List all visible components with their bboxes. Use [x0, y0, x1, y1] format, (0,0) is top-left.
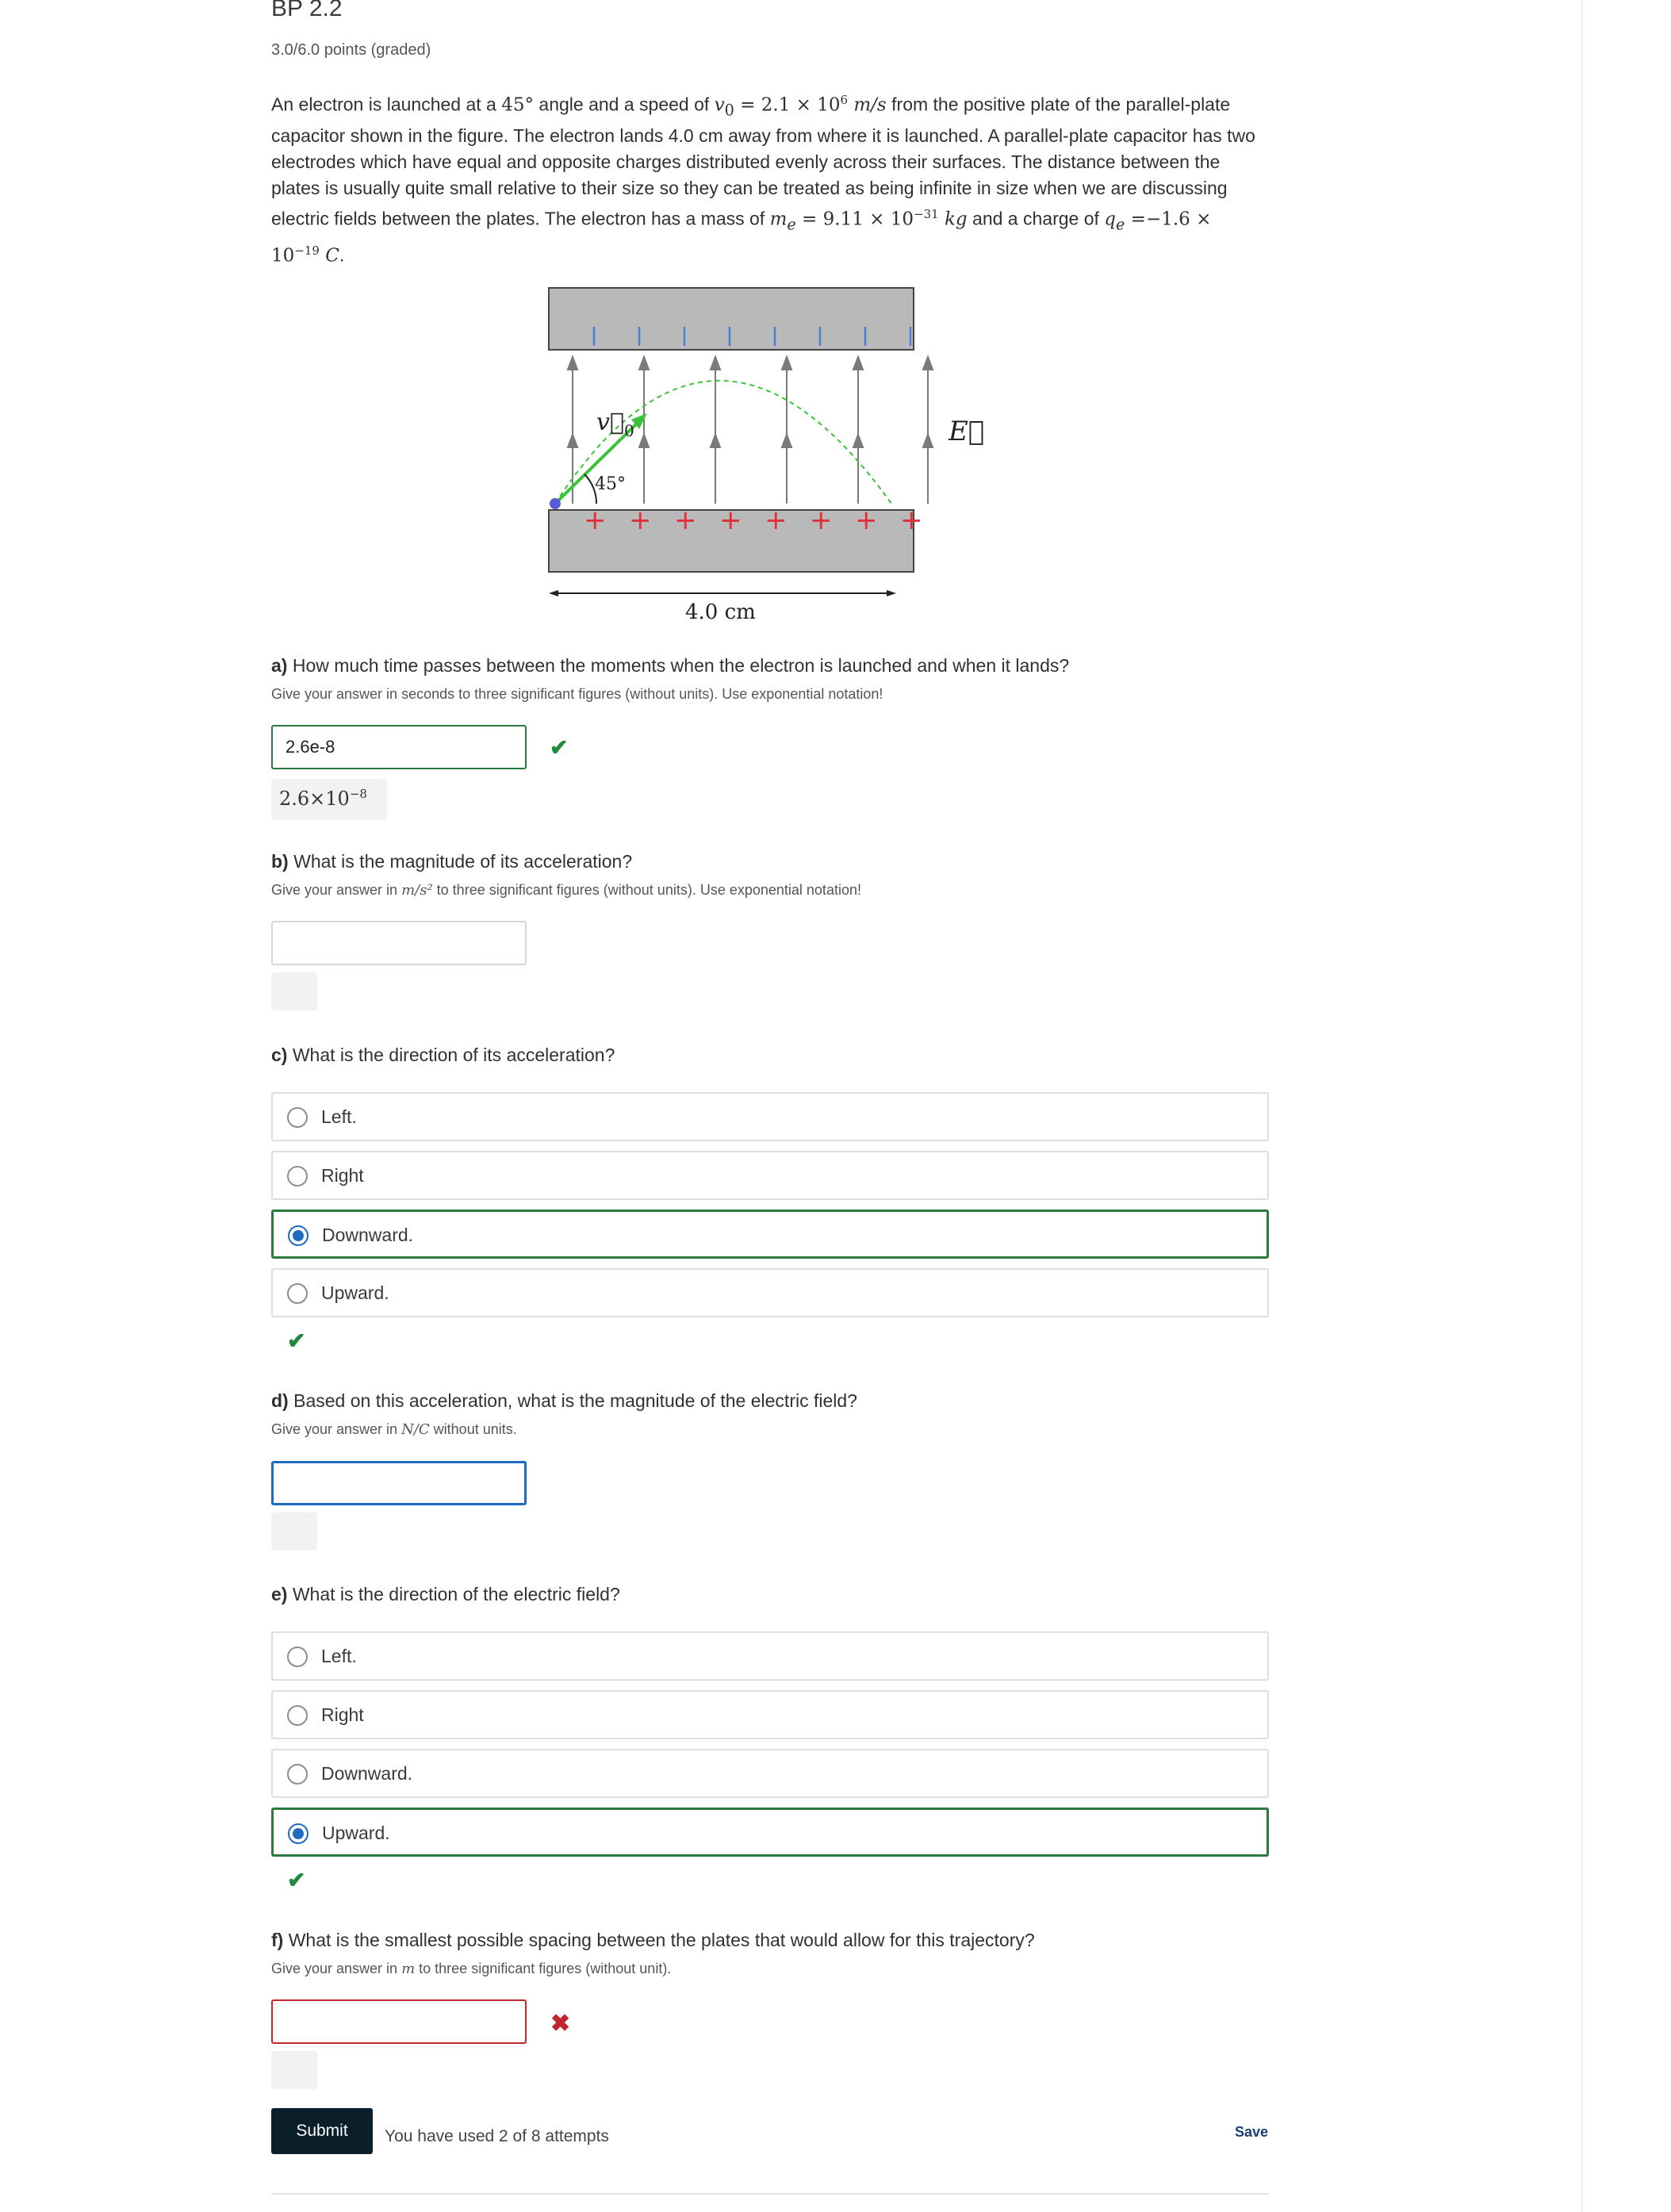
option-label: Upward. [321, 1282, 389, 1303]
radio-button[interactable] [287, 1107, 308, 1128]
qe-exponent: −19 [294, 243, 320, 258]
part-a-text: How much time passes between the moments when the electron is launched and when it lands? [287, 655, 1070, 676]
intro-text: and a charge of [967, 208, 1105, 229]
hint-text: without units. [429, 1421, 517, 1437]
field-arrowhead [853, 435, 863, 447]
hint-text: Give your answer in [271, 882, 402, 898]
qe-subscript: e [1116, 215, 1125, 234]
electron [550, 498, 561, 509]
field-arrowhead [568, 435, 577, 447]
radio-button-selected[interactable] [288, 1823, 309, 1844]
field-label: E⃗ [949, 416, 985, 447]
distance-arrow-left [549, 590, 558, 596]
part-a-answer-input[interactable] [271, 725, 527, 769]
hint-unit: m/s² [401, 882, 433, 899]
hint-text: Give your answer in [271, 1421, 402, 1437]
plus-sign: + [674, 504, 697, 536]
field-arrowhead [711, 435, 720, 447]
part-f-incorrect-icon: ✖ [550, 2011, 571, 2037]
option-label: Upward. [322, 1823, 390, 1843]
part-d-question [271, 1390, 857, 1412]
v0-exponent: 6 [840, 93, 849, 107]
part-c-option-upward[interactable] [271, 1268, 1269, 1317]
part-d-answer-preview [271, 1512, 317, 1551]
qe-value: =−1.6 × 10 [271, 209, 1212, 266]
hint-unit: N/C [401, 1421, 430, 1438]
qe-unit: C [319, 245, 339, 266]
v0-symbol: v [714, 94, 725, 116]
plus-sign: + [855, 504, 878, 536]
distance-arrow-right [887, 590, 896, 596]
intro-text: . [339, 244, 345, 266]
distance-label: 4.0 cm [685, 600, 756, 624]
v0-label: $v⃗_0$ [596, 408, 634, 440]
part-d-answer-input[interactable] [271, 1461, 527, 1505]
capacitor-figure [549, 286, 985, 634]
part-b-hint [271, 882, 861, 899]
plus-sign: + [810, 504, 833, 536]
plus-sign: + [719, 504, 742, 536]
problem-title: BP 2.2 [271, 0, 343, 21]
bottom-divider [271, 2193, 1269, 2195]
v0-subscript: 0 [724, 101, 734, 120]
option-label: Left. [321, 1106, 357, 1127]
part-d-text: Based on this acceleration, what is the magnitude of the electric field? [288, 1390, 857, 1411]
me-value: = 9.11 × 10 [795, 209, 914, 230]
intro-text: from the positive plate of the parallel-plate capacitor shown in the figure. The electron lands 4.0 cm away from where it is launched. A parallel-plate capacitor has two electrodes which have equal and opposite charges distributed evenly across their surfaces. The distance between the plates is usually quite small relative to their size so they can be treated as being infinite in size when we are discussing electric fields between the plates. The electron has a mass of [271, 94, 1255, 229]
part-f-hint [271, 1961, 671, 1977]
part-a-correct-icon: ✔ [550, 735, 569, 760]
part-e-option-left[interactable] [271, 1631, 1269, 1681]
part-f-answer-preview [271, 2051, 317, 2089]
part-c-question [271, 1045, 615, 1066]
problem-points: 3.0/6.0 points (graded) [271, 41, 431, 59]
attempts-counter: You have used 2 of 8 attempts [385, 2127, 609, 2145]
qe-symbol: q [1104, 209, 1117, 230]
part-e-question [271, 1584, 620, 1605]
part-c-text: What is the direction of its acceleration? [287, 1045, 615, 1065]
me-subscript: e [787, 215, 796, 234]
plus-sign: + [629, 504, 652, 536]
part-e-option-right[interactable] [271, 1690, 1269, 1739]
save-button[interactable]: Save [1235, 2124, 1269, 2140]
part-b-answer-input[interactable] [271, 921, 527, 965]
part-f-letter: f) [271, 1930, 284, 1950]
part-b-answer-preview [271, 972, 317, 1010]
part-b-question [271, 851, 632, 872]
option-label: Left. [321, 1646, 357, 1666]
hint-unit: m [401, 1961, 416, 1977]
plus-sign: + [900, 504, 923, 536]
part-d-hint [271, 1421, 517, 1438]
part-b-letter: b) [271, 851, 289, 872]
field-arrowhead [782, 357, 791, 370]
part-e-option-downward[interactable] [271, 1749, 1269, 1798]
intro-text: An electron is launched at a [271, 94, 502, 115]
part-a-answer-preview [271, 779, 387, 820]
part-c-letter: c) [271, 1045, 288, 1065]
field-arrowhead [639, 357, 649, 370]
part-e-option-upward[interactable] [271, 1808, 1269, 1857]
me-exponent: −31 [914, 207, 939, 222]
option-label: Downward. [321, 1763, 413, 1784]
option-label: Downward. [322, 1225, 414, 1245]
angle-label: 45° [595, 474, 626, 494]
part-a-question [271, 655, 1069, 677]
part-d-letter: d) [271, 1390, 289, 1411]
part-c-option-left[interactable] [271, 1092, 1269, 1141]
radio-button-selected[interactable] [288, 1225, 309, 1246]
radio-button[interactable] [287, 1705, 308, 1726]
intro-text: angle and a speed of [534, 94, 715, 115]
problem-intro [271, 87, 1263, 269]
option-label: Right [321, 1165, 364, 1186]
field-arrowhead [568, 357, 577, 370]
part-e-letter: e) [271, 1584, 288, 1604]
page-right-border [1581, 0, 1583, 2212]
part-f-text: What is the smallest possible spacing between the plates that would allow for this trajectory? [283, 1930, 1035, 1950]
v0-unit: m/s [848, 94, 887, 116]
me-symbol: m [769, 209, 788, 230]
option-label: Right [321, 1704, 364, 1725]
negative-plate [549, 288, 914, 350]
field-arrowhead [853, 357, 863, 370]
preview-base: 2.6×10 [279, 788, 350, 810]
radio-button[interactable] [287, 1166, 308, 1187]
part-c-option-right[interactable] [271, 1151, 1269, 1200]
field-arrowhead [711, 357, 720, 370]
part-e-text: What is the direction of the electric field? [287, 1584, 620, 1604]
submit-button[interactable]: Submit [271, 2108, 373, 2154]
field-arrowhead [923, 357, 933, 370]
field-arrowhead [782, 435, 791, 447]
intro-angle: 45° [501, 94, 535, 116]
field-arrowhead [639, 435, 649, 447]
hint-text: Give your answer in [271, 1961, 402, 1976]
hint-text: to three significant figures (without units). Use exponential notation! [432, 882, 861, 898]
field-arrowhead [923, 435, 933, 447]
preview-exponent: −8 [349, 787, 367, 801]
part-f-question [271, 1930, 1035, 1951]
me-unit: kg [938, 209, 968, 230]
part-c-option-downward[interactable] [271, 1210, 1269, 1259]
part-b-text: What is the magnitude of its acceleration? [288, 851, 633, 872]
plus-sign: + [765, 504, 788, 536]
v0-value: = 2.1 × 10 [734, 94, 841, 116]
part-a-hint: Give your answer in seconds to three significant figures (without units). Use exponential notation! [271, 686, 883, 702]
radio-button[interactable] [287, 1283, 308, 1304]
part-e-correct-icon: ✔ [287, 1868, 306, 1892]
radio-button[interactable] [287, 1647, 308, 1667]
part-c-correct-icon: ✔ [287, 1328, 306, 1353]
radio-button[interactable] [287, 1764, 308, 1785]
plus-sign: + [584, 504, 607, 536]
part-a-letter: a) [271, 655, 288, 676]
part-f-answer-input[interactable] [271, 1999, 527, 2044]
hint-text: to three significant figures (without unit). [415, 1961, 672, 1976]
